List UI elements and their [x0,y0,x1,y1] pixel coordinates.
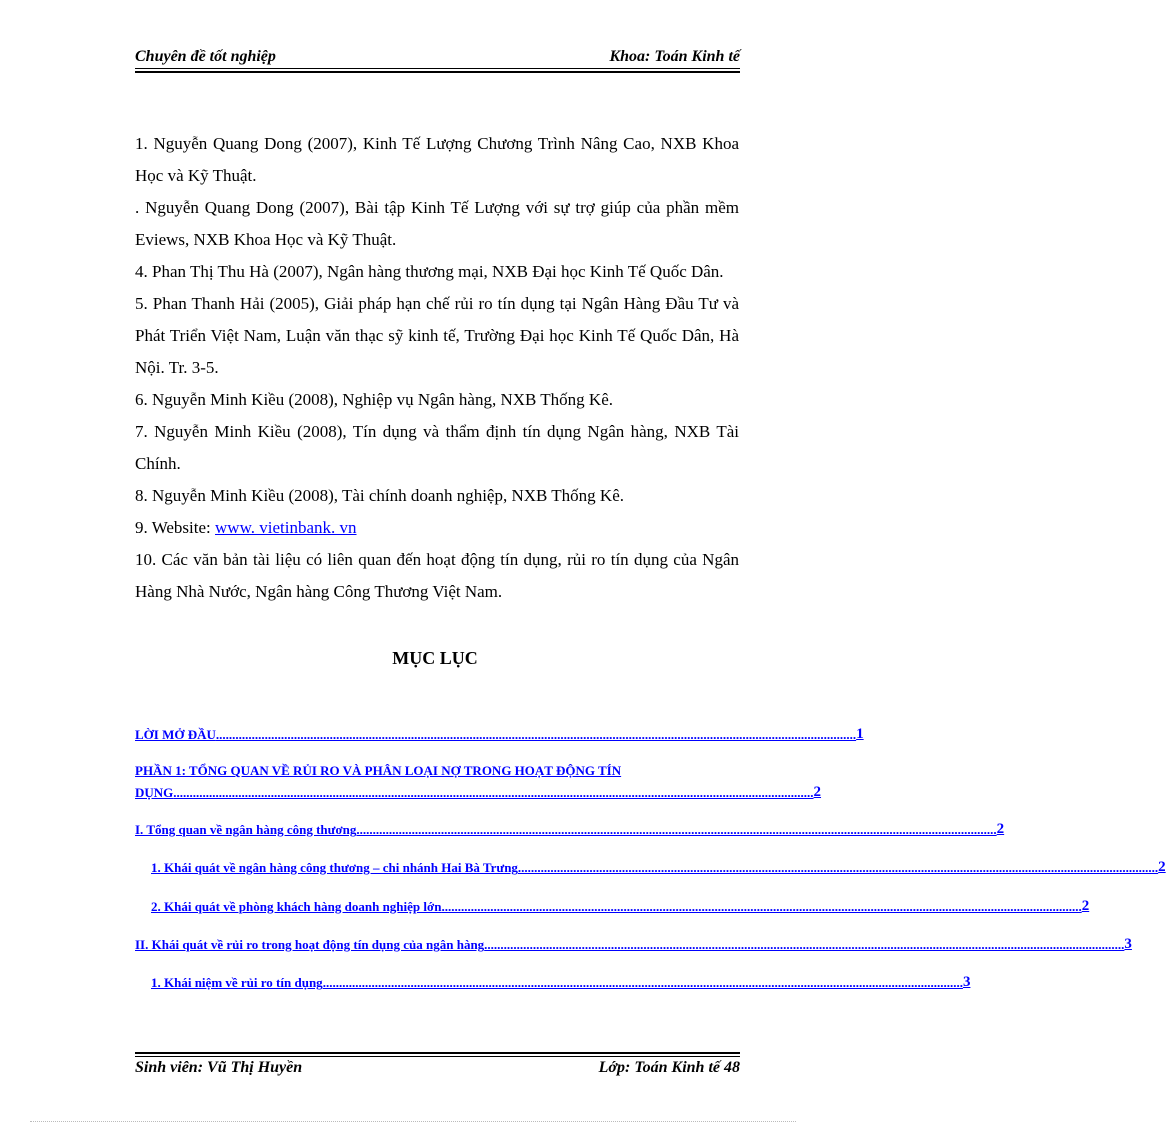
toc-page: 2 [1158,859,1166,875]
toc-page: 2 [996,821,1005,837]
toc-entry[interactable] [151,974,971,991]
toc-title: MỤC LỤC [392,648,478,668]
footer-rule [135,1056,740,1057]
toc-entry[interactable] [135,821,1005,838]
toc-leader: ..................................................................................................................................................................................................... [173,785,814,800]
footer-right: Lớp: Toán Kinh tế 48 [598,1059,740,1076]
website-link[interactable]: www. vietinbank. vn [215,518,357,537]
header-left: Chuyên đề tốt nghiệp [135,48,276,65]
toc-entry-text: DỤNG [135,785,174,800]
toc-leader: ..................................................................................................................................................................................................... [322,975,963,990]
reference-item: . Nguyễn Quang Dong (2007), Bài tập Kinh Tế Lượng với sự trợ giúp của phần mềm Eviews, NXB Khoa Học và Kỹ Thuật. [135,198,739,249]
toc-leader: ..................................................................................................................................................................................................... [441,899,1082,914]
website-prefix: 9. Website: [135,518,216,537]
footer-rule-thick [135,1052,740,1054]
toc-entry[interactable] [135,726,864,743]
toc-entry-text: 1. Khái quát về ngân hàng công thương – chi nhánh Hai Bà Trưng [151,860,518,875]
reference-item: 8. Nguyễn Minh Kiều (2008), Tài chính doanh nghiệp, NXB Thống Kê. [135,486,624,505]
toc-leader: ..................................................................................................................................................................................................... [356,822,997,837]
reference-item: 1. Nguyễn Quang Dong (2007), Kinh Tế Lượng Chương Trình Nâng Cao, NXB Khoa Học và Kỹ Thuật. [135,134,739,185]
toc-entry[interactable] [135,936,1132,953]
toc-leader: ..................................................................................................................................................................................................... [517,860,1159,875]
reference-list [135,128,739,608]
toc-leader: ..................................................................................................................................................................................................... [215,727,857,742]
toc-page: 2 [1081,898,1090,914]
toc-entry[interactable] [135,784,822,801]
toc-entry[interactable] [151,898,1090,915]
header-rule [135,68,740,69]
reference-item: 6. Nguyễn Minh Kiều (2008), Nghiệp vụ Ngân hàng, NXB Thống Kê. [135,390,613,409]
toc-entry-text: 1. Khái niệm về rủi ro tín dụng [151,975,323,990]
toc-entry-text: 2. Khái quát về phòng khách hàng doanh nghiệp lớn [151,899,442,914]
toc-entry-text: II. Khái quát về rủi ro trong hoạt động tín dụng của ngân hàng [135,937,485,952]
toc-entry[interactable] [151,859,1166,876]
toc-page: 2 [813,784,822,800]
reference-item-website [135,512,739,544]
reference-item: 5. Phan Thanh Hải (2005), Giải pháp hạn chế rủi ro tín dụng tại Ngân Hàng Đầu Tư và Phát Triển Việt Nam, Luận văn thạc sỹ kinh tế, Trường Đại học Kinh Tế Quốc Dân, Hà Nội. Tr. 3-5. [135,294,739,377]
toc-entry-text: I. Tổng quan về ngân hàng công thương [135,822,357,837]
toc-page: 1 [856,726,864,742]
toc-page: 3 [1124,936,1132,952]
reference-item: 4. Phan Thị Thu Hà (2007), Ngân hàng thương mại, NXB Đại học Kinh Tế Quốc Dân. [135,262,724,281]
header-right: Khoa: Toán Kinh tế [609,48,740,65]
toc-page: 3 [962,974,971,990]
header-rule-thick [135,71,740,73]
page-edge [30,1121,796,1122]
reference-item: 10. Các văn bản tài liệu có liên quan đến hoạt động tín dụng, rủi ro tín dụng của Ngân Hàng Nhà Nước, Ngân hàng Công Thương Việt Nam. [135,550,739,601]
page-footer [135,1059,740,1077]
page-header [135,44,740,66]
reference-item: 7. Nguyễn Minh Kiều (2008), Tín dụng và thẩm định tín dụng Ngân hàng, NXB Tài Chính. [135,422,739,473]
toc-entry-text-line1[interactable]: PHẦN 1: TỔNG QUAN VỀ RỦI RO VÀ PHÂN LOẠI NỢ TRONG HOẠT ĐỘNG TÍN [135,763,622,778]
toc-entry-text: LỜI MỞ ĐẦU [135,727,216,742]
toc-leader: ..................................................................................................................................................................................................... [484,937,1125,952]
footer-left: Sinh viên: Vũ Thị Huyền [135,1059,303,1076]
